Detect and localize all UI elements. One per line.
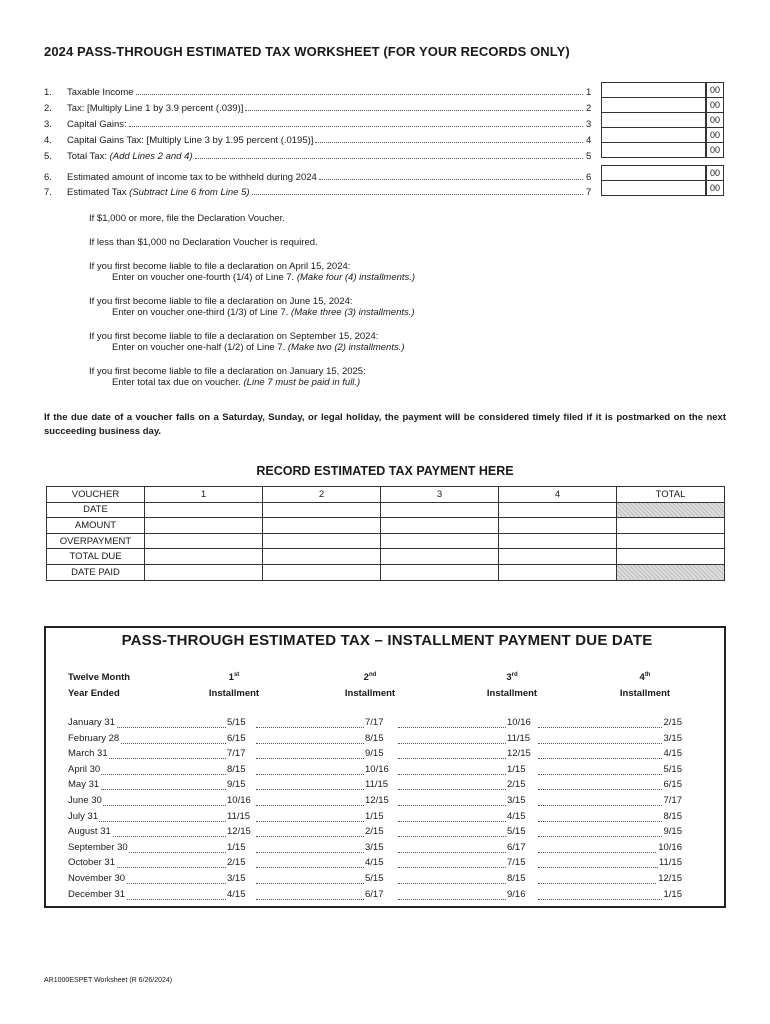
shaded-cell xyxy=(617,502,725,518)
row-label: DATE PAID xyxy=(47,564,145,580)
installment-title: PASS-THROUGH ESTIMATED TAX – INSTALLMENT PAYMENT DUE DATE xyxy=(121,632,653,649)
line-label: Tax: [Multiply Line 1 by 3.9 percent (.039)] xyxy=(67,103,244,114)
record-payment-table xyxy=(46,486,725,581)
instruction-june-heading: If you first become liable to file a declaration on June 15, 2024: xyxy=(89,296,353,307)
line-number: 7. xyxy=(44,187,52,198)
table-row xyxy=(68,889,682,905)
dot-leader xyxy=(398,743,506,744)
line-label: Capital Gains Tax: [Multiply Line 3 by 1.95 percent (.0195)] xyxy=(67,135,314,146)
dot-leader xyxy=(129,126,583,127)
installment-1-date: 7/17 xyxy=(227,748,246,760)
installment-4-date: 7/17 xyxy=(663,795,682,806)
installment-2-date: 10/16 xyxy=(365,763,389,775)
table-row xyxy=(47,564,725,580)
line-label-text: Estimated Tax xyxy=(67,187,130,198)
instruction-text: Enter on voucher one-half (1/2) of Line 7. xyxy=(112,342,288,353)
header-line xyxy=(340,670,400,686)
line-7-cents: 00 xyxy=(706,180,724,196)
line-label: Taxable Income xyxy=(67,87,134,98)
due-date-note: If the due date of a voucher falls on a Saturday, Sunday, or legal holiday, the payment will be considered timely filed if it is postmarked on the next succeeding business day. xyxy=(44,412,726,437)
dot-leader xyxy=(538,758,680,759)
line-3-cents: 00 xyxy=(706,112,724,128)
installment-2-date: 2/15 xyxy=(365,826,384,838)
table-cell[interactable] xyxy=(381,549,499,565)
dot-leader xyxy=(538,727,680,728)
installment-4-date: 11/15 xyxy=(658,857,682,869)
table-cell[interactable] xyxy=(381,533,499,549)
header-line: Twelve Month xyxy=(68,672,131,683)
installment-1-date: 1/15 xyxy=(227,841,246,853)
ordinal: 2 xyxy=(363,672,369,683)
installment-3-date: 6/17 xyxy=(507,841,526,853)
header-line: Installment xyxy=(208,688,260,699)
dot-leader xyxy=(256,883,364,884)
month-label: March 31 xyxy=(68,748,108,760)
dot-leader xyxy=(538,805,680,806)
instruction-italic: (Make three (3) installments.) xyxy=(291,307,415,318)
col-header-installment-3 xyxy=(482,670,542,702)
line-4-cents: 00 xyxy=(706,127,724,143)
table-row xyxy=(47,533,725,549)
dot-leader xyxy=(398,821,506,822)
table-cell[interactable] xyxy=(263,533,381,549)
row-label: VOUCHER xyxy=(47,487,145,503)
table-row xyxy=(68,842,682,858)
table-row xyxy=(68,779,682,795)
dot-leader xyxy=(538,789,680,790)
table-cell[interactable] xyxy=(617,518,725,534)
table-cell[interactable] xyxy=(499,518,617,534)
line-2-cents: 00 xyxy=(706,97,724,113)
installment-4-date: 6/15 xyxy=(663,779,682,791)
table-row xyxy=(47,502,725,518)
installment-2-date: 6/17 xyxy=(365,888,384,900)
dot-leader xyxy=(538,743,680,744)
table-row xyxy=(68,733,682,749)
line-ref: 7 xyxy=(586,187,592,198)
dot-leader xyxy=(252,194,583,195)
line-3-amount-field[interactable] xyxy=(601,112,706,128)
line-ref: 3 xyxy=(586,119,592,130)
installment-1-date: 12/15 xyxy=(227,826,251,838)
col-header-installment-2 xyxy=(340,670,400,702)
line-2-amount-field[interactable] xyxy=(601,97,706,113)
dot-leader xyxy=(256,852,364,853)
line-6-cents: 00 xyxy=(706,165,724,181)
table-cell[interactable] xyxy=(381,564,499,580)
month-label: February 28 xyxy=(68,732,120,744)
installment-3-date: 10/16 xyxy=(507,717,531,728)
installment-3-date: 12/15 xyxy=(507,748,531,760)
line-label: Estimated amount of income tax to be withheld during 2024 xyxy=(67,172,317,183)
line-5-cents: 00 xyxy=(706,142,724,158)
table-row xyxy=(68,717,682,733)
table-cell[interactable] xyxy=(263,502,381,518)
installment-3-date: 2/15 xyxy=(507,779,526,791)
table-row xyxy=(68,826,682,842)
dot-leader xyxy=(256,774,364,775)
column-header: 2 xyxy=(263,487,381,503)
instruction-italic: (Line 7 must be paid in full.) xyxy=(243,377,361,388)
dot-leader xyxy=(538,821,680,822)
worksheet-line-6 xyxy=(44,169,600,183)
installment-1-date: 6/15 xyxy=(227,732,246,744)
table-cell[interactable] xyxy=(263,549,381,565)
installment-4-date: 8/15 xyxy=(663,810,682,822)
line-label: Capital Gains: xyxy=(67,119,127,130)
worksheet-line-3 xyxy=(44,116,600,130)
table-cell[interactable] xyxy=(145,518,263,534)
header-line: Installment xyxy=(619,688,671,699)
dot-leader xyxy=(398,758,506,759)
header-line: Installment xyxy=(344,688,396,699)
installment-4-date: 10/16 xyxy=(658,841,682,853)
line-number: 3. xyxy=(44,119,52,130)
table-cell[interactable] xyxy=(145,549,263,565)
installment-4-date: 3/15 xyxy=(663,732,682,744)
month-label: May 31 xyxy=(68,779,100,791)
installment-2-date: 4/15 xyxy=(365,857,384,869)
line-7-amount-field[interactable] xyxy=(601,180,706,196)
dot-leader xyxy=(256,743,364,744)
installment-4-date: 4/15 xyxy=(663,748,682,760)
instruction-june-detail xyxy=(112,307,415,318)
installment-3-date: 8/15 xyxy=(507,873,526,884)
installment-3-date: 9/16 xyxy=(507,888,526,900)
header-line xyxy=(204,670,264,686)
worksheet-line-4 xyxy=(44,132,600,146)
table-row xyxy=(68,748,682,764)
installment-3-date: 3/15 xyxy=(507,795,526,806)
col-header-year-ended xyxy=(68,670,130,702)
line-number: 4. xyxy=(44,135,52,146)
dot-leader xyxy=(398,883,506,884)
table-cell[interactable] xyxy=(499,564,617,580)
header-line xyxy=(482,670,542,686)
dot-leader xyxy=(398,727,506,728)
installment-2-date: 7/17 xyxy=(365,717,384,728)
worksheet-line-5 xyxy=(44,148,600,162)
record-payment-title: RECORD ESTIMATED TAX PAYMENT HERE xyxy=(256,464,514,478)
month-label: April 30 xyxy=(68,763,101,775)
instruction-january-heading: If you first become liable to file a declaration on January 15, 2025: xyxy=(89,366,366,377)
table-row xyxy=(68,795,682,811)
line-number: 5. xyxy=(44,151,52,162)
instruction-italic: (Make two (2) installments.) xyxy=(287,342,405,353)
column-header: 4 xyxy=(499,487,617,503)
dot-leader xyxy=(245,110,583,111)
worksheet-line-2 xyxy=(44,100,600,114)
ordinal: 4 xyxy=(639,672,645,683)
installment-1-date: 3/15 xyxy=(227,873,246,884)
dot-leader xyxy=(319,179,583,180)
line-ref: 2 xyxy=(586,103,592,114)
ordinal: 1 xyxy=(228,672,234,683)
installment-3-date: 1/15 xyxy=(507,763,526,775)
line-label xyxy=(67,187,250,198)
table-row xyxy=(68,764,682,780)
table-cell[interactable] xyxy=(145,502,263,518)
dot-leader xyxy=(398,774,506,775)
installment-1-date: 9/15 xyxy=(227,779,246,791)
installment-2-date: 8/15 xyxy=(365,732,384,744)
ordinal-suffix: nd xyxy=(368,671,377,678)
month-label: December 31 xyxy=(68,888,126,900)
installment-1-date: 10/16 xyxy=(227,795,251,806)
dot-leader xyxy=(398,789,506,790)
dot-leader xyxy=(256,758,364,759)
instruction-text: Enter on voucher one-third (1/3) of Line 7. xyxy=(112,307,292,318)
dot-leader xyxy=(398,867,506,868)
installment-2-date: 1/15 xyxy=(365,810,384,822)
table-cell[interactable] xyxy=(499,502,617,518)
dot-leader xyxy=(256,789,364,790)
installment-3-date: 4/15 xyxy=(507,810,526,822)
line-label-italic: (Add Lines 2 and 4) xyxy=(109,151,193,162)
table-cell[interactable] xyxy=(145,533,263,549)
installment-2-date: 11/15 xyxy=(365,779,389,791)
dot-leader xyxy=(136,94,583,95)
table-row xyxy=(68,857,682,873)
line-5-amount-field[interactable] xyxy=(601,142,706,158)
table-cell[interactable] xyxy=(145,564,263,580)
dot-leader xyxy=(315,142,583,143)
table-row xyxy=(47,487,725,503)
ordinal-suffix: st xyxy=(233,671,240,678)
dot-leader xyxy=(538,774,680,775)
table-cell[interactable] xyxy=(263,518,381,534)
dot-leader xyxy=(398,899,506,900)
instruction-1000-or-more: If $1,000 or more, file the Declaration Voucher. xyxy=(89,213,285,224)
month-label: January 31 xyxy=(68,717,116,728)
table-cell[interactable] xyxy=(499,533,617,549)
row-label: AMOUNT xyxy=(47,518,145,534)
table-cell[interactable] xyxy=(263,564,381,580)
installment-3-date: 5/15 xyxy=(507,826,526,838)
dot-leader xyxy=(398,805,506,806)
line-label-italic: (Subtract Line 6 from Line 5) xyxy=(129,187,250,198)
header-line: Installment xyxy=(486,688,538,699)
instruction-italic: (Make four (4) installments.) xyxy=(296,272,416,283)
table-cell[interactable] xyxy=(381,518,499,534)
table-row xyxy=(47,549,725,565)
month-label: August 31 xyxy=(68,826,111,838)
installment-3-date: 7/15 xyxy=(507,857,526,869)
installment-4-date: 2/15 xyxy=(663,717,682,728)
ordinal: 3 xyxy=(506,672,512,683)
shaded-cell xyxy=(617,564,725,580)
header-line: Year Ended xyxy=(68,688,120,699)
instruction-september-heading: If you first become liable to file a declaration on September 15, 2024: xyxy=(89,331,379,342)
installment-1-date: 8/15 xyxy=(227,763,246,775)
worksheet-title: 2024 PASS-THROUGH ESTIMATED TAX WORKSHEET (FOR YOUR RECORDS ONLY) xyxy=(44,44,570,59)
installment-1-date: 4/15 xyxy=(227,888,246,900)
line-1-amount-field[interactable] xyxy=(601,82,706,98)
dot-leader xyxy=(195,158,583,159)
worksheet-line-1 xyxy=(44,84,600,98)
installment-2-date: 9/15 xyxy=(365,748,384,760)
instruction-september-detail xyxy=(112,342,405,353)
line-ref: 4 xyxy=(586,135,592,146)
installment-1-date: 2/15 xyxy=(227,857,246,869)
ordinal-suffix: rd xyxy=(511,671,518,678)
table-cell[interactable] xyxy=(499,549,617,565)
installment-4-date: 9/15 xyxy=(663,826,682,838)
table-cell[interactable] xyxy=(381,502,499,518)
table-row xyxy=(68,873,682,889)
header-line xyxy=(615,670,675,686)
line-label-text: Total Tax: xyxy=(67,151,110,162)
instruction-april-detail xyxy=(112,272,415,283)
column-header: TOTAL xyxy=(617,487,725,503)
line-4-amount-field[interactable] xyxy=(601,127,706,143)
table-cell[interactable] xyxy=(617,533,725,549)
installment-2-date: 3/15 xyxy=(365,841,384,853)
dot-leader xyxy=(256,821,364,822)
dot-leader xyxy=(398,836,506,837)
line-label xyxy=(67,151,193,162)
col-header-installment-4 xyxy=(615,670,675,702)
month-label: July 31 xyxy=(68,810,99,822)
line-1-cents: 00 xyxy=(706,82,724,98)
table-row xyxy=(47,518,725,534)
column-header: 1 xyxy=(145,487,263,503)
instruction-text: Enter on voucher one-fourth (1/4) of Line 7. xyxy=(112,272,297,283)
worksheet-line-7 xyxy=(44,184,600,198)
table-row xyxy=(68,811,682,827)
installment-1-date: 11/15 xyxy=(227,810,251,822)
row-label: DATE xyxy=(47,502,145,518)
col-header-installment-1 xyxy=(204,670,264,702)
instruction-january-detail xyxy=(112,377,360,388)
line-ref: 5 xyxy=(586,151,592,162)
line-ref: 6 xyxy=(586,172,592,183)
line-6-amount-field[interactable] xyxy=(601,165,706,181)
table-cell[interactable] xyxy=(617,549,725,565)
month-label: June 30 xyxy=(68,795,102,806)
month-label: November 30 xyxy=(68,873,126,884)
dot-leader xyxy=(256,867,364,868)
installment-due-date-box xyxy=(44,626,726,908)
installment-3-date: 11/15 xyxy=(507,732,531,744)
form-footer: AR1000ESPET Worksheet (R 6/26/2024) xyxy=(44,977,173,984)
month-label: September 30 xyxy=(68,841,128,853)
dot-leader xyxy=(256,727,364,728)
row-label: TOTAL DUE xyxy=(47,549,145,565)
dot-leader xyxy=(538,836,680,837)
dot-leader xyxy=(256,836,364,837)
dot-leader xyxy=(398,852,506,853)
installment-4-date: 1/15 xyxy=(663,888,682,900)
installment-2-date: 12/15 xyxy=(365,795,389,806)
row-label: OVERPAYMENT xyxy=(47,533,145,549)
line-number: 6. xyxy=(44,172,52,183)
line-number: 2. xyxy=(44,103,52,114)
dot-leader xyxy=(538,899,680,900)
instruction-less-than-1000: If less than $1,000 no Declaration Voucher is required. xyxy=(89,237,318,248)
instruction-text: Enter total tax due on voucher. xyxy=(112,377,244,388)
instruction-april-heading: If you first become liable to file a declaration on April 15, 2024: xyxy=(89,261,351,272)
ordinal-suffix: th xyxy=(644,671,651,678)
installment-1-date: 5/15 xyxy=(227,717,246,728)
line-ref: 1 xyxy=(586,87,592,98)
installment-4-date: 12/15 xyxy=(658,873,682,884)
line-number: 1. xyxy=(44,87,52,98)
dot-leader xyxy=(256,899,364,900)
column-header: 3 xyxy=(381,487,499,503)
installment-4-date: 5/15 xyxy=(663,763,682,775)
month-label: October 31 xyxy=(68,857,115,869)
installment-2-date: 5/15 xyxy=(365,873,384,884)
dot-leader xyxy=(256,805,364,806)
